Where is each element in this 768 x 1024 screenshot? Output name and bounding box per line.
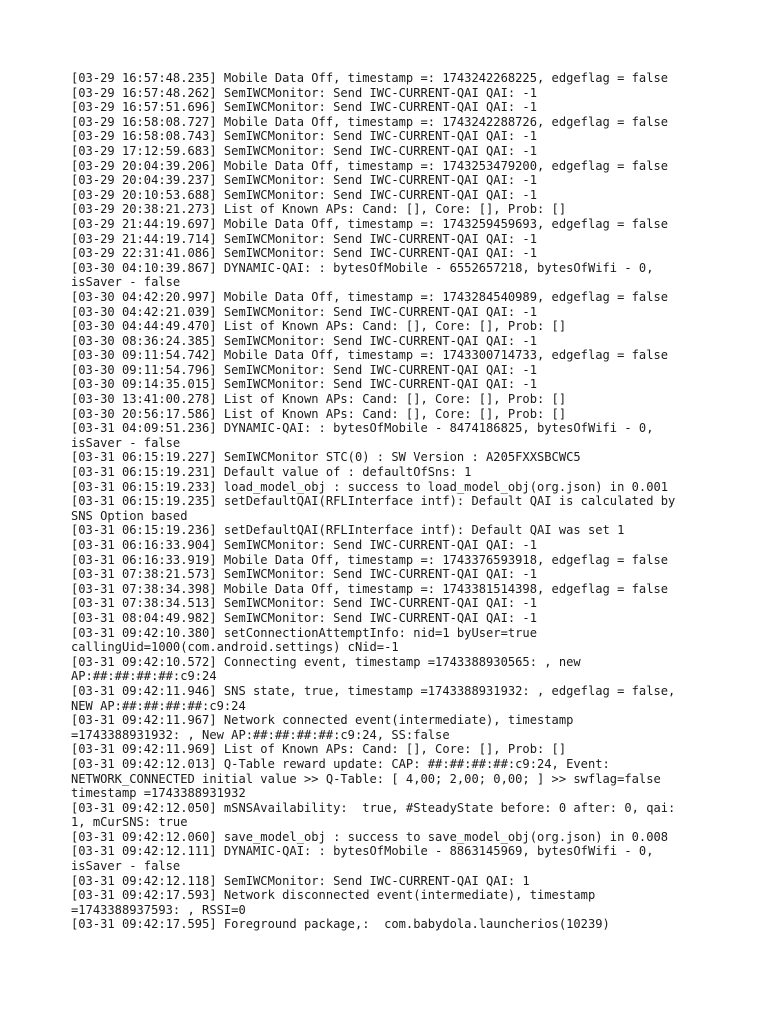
log-line: [03-31 09:42:12.060] save_model_obj : success to save_model_obj(org.json) in 0.008 xyxy=(71,829,669,844)
log-line: [03-29 16:57:51.696] SemIWCMonitor: Send IWC-CURRENT-QAI QAI: -1 xyxy=(71,100,537,115)
log-line: [03-31 09:42:11.969] List of Known APs: Cand: [], Core: [], Prob: [] xyxy=(71,742,567,757)
log-line: [03-31 06:15:19.236] setDefaultQAI(RFLInterface intf): Default QAI was set 1 xyxy=(71,523,625,538)
log-line: [03-30 09:11:54.742] Mobile Data Off, timestamp =: 1743300714733, edgeflag = false xyxy=(71,348,669,363)
log-line: [03-30 13:41:00.278] List of Known APs: Cand: [], Core: [], Prob: [] xyxy=(71,392,567,407)
log-line: [03-31 06:16:33.919] Mobile Data Off, timestamp =: 1743376593918, edgeflag = false xyxy=(71,552,669,567)
log-line: [03-31 06:15:19.227] SemIWCMonitor STC(0) : SW Version : A205FXXSBCWC5 xyxy=(71,450,581,465)
log-line: [03-29 21:44:19.714] SemIWCMonitor: Send IWC-CURRENT-QAI QAI: -1 xyxy=(71,231,537,246)
log-line: [03-31 07:38:34.398] Mobile Data Off, timestamp =: 1743381514398, edgeflag = false xyxy=(71,581,669,596)
log-line: [03-31 08:04:49.982] SemIWCMonitor: Send IWC-CURRENT-QAI QAI: -1 xyxy=(71,610,537,625)
log-line: [03-30 09:14:35.015] SemIWCMonitor: Send IWC-CURRENT-QAI QAI: -1 xyxy=(71,377,537,392)
log-line: [03-29 16:57:48.235] Mobile Data Off, timestamp =: 1743242268225, edgeflag = false xyxy=(71,71,669,85)
log-line: [03-31 09:42:11.967] Network connected event(intermediate), timestamp =1743388931932: , New AP:##:##:##:##:c9:24, SS:false xyxy=(71,713,574,742)
log-line: [03-31 06:15:19.233] load_model_obj : success to load_model_obj(org.json) in 0.001 xyxy=(71,479,669,494)
log-line: [03-31 09:42:12.118] SemIWCMonitor: Send IWC-CURRENT-QAI QAI: 1 xyxy=(71,873,530,888)
log-line: [03-30 04:10:39.867] DYNAMIC-QAI: : bytesOfMobile - 6552657218, bytesOfWifi - 0, isSaver - false xyxy=(71,260,654,290)
log-line: [03-31 04:09:51.236] DYNAMIC-QAI: : bytesOfMobile - 8474186825, bytesOfWifi - 0, isSaver - false xyxy=(71,421,654,450)
log-line: [03-30 09:11:54.796] SemIWCMonitor: Send IWC-CURRENT-QAI QAI: -1 xyxy=(71,362,537,377)
log-line: [03-30 04:44:49.470] List of Known APs: Cand: [], Core: [], Prob: [] xyxy=(71,319,567,334)
log-line: [03-31 07:38:34.513] SemIWCMonitor: Send IWC-CURRENT-QAI QAI: -1 xyxy=(71,596,537,611)
log-line: [03-29 16:58:08.743] SemIWCMonitor: Send IWC-CURRENT-QAI QAI: -1 xyxy=(71,129,537,144)
log-line: [03-31 09:42:12.013] Q-Table reward update: CAP: ##:##:##:##:c9:24, Event: NETWORK_CONNECTED initial value >> Q-Table: [ 4,00; 2,00; 0,00; ] >> swflag=false timestamp =1743388931932 xyxy=(71,756,661,801)
log-line: [03-31 06:16:33.904] SemIWCMonitor: Send IWC-CURRENT-QAI QAI: -1 xyxy=(71,538,537,552)
log-line: [03-29 20:38:21.273] List of Known APs: Cand: [], Core: [], Prob: [] xyxy=(71,202,567,217)
log-line: [03-31 09:42:10.380] setConnectionAttemptInfo: nid=1 byUser=true callingUid=1000(com.android.settings) cNid=-1 xyxy=(71,625,537,655)
log-line: [03-31 09:42:12.050] mSNSAvailability: true, #SteadyState before: 0 after: 0, qai: 1, mCurSNS: true xyxy=(71,800,676,830)
log-line: [03-29 20:10:53.688] SemIWCMonitor: Send IWC-CURRENT-QAI QAI: -1 xyxy=(71,187,537,202)
log-line: [03-30 08:36:24.385] SemIWCMonitor: Send IWC-CURRENT-QAI QAI: -1 xyxy=(71,333,537,348)
log-line: [03-30 04:42:20.997] Mobile Data Off, timestamp =: 1743284540989, edgeflag = false xyxy=(71,289,669,304)
log-line: [03-29 20:04:39.237] SemIWCMonitor: Send IWC-CURRENT-QAI QAI: -1 xyxy=(71,173,537,188)
log-line: [03-31 09:42:17.593] Network disconnected event(intermediate), timestamp =1743388937593: , RSSI=0 xyxy=(71,888,596,917)
log-line: [03-31 09:42:17.595] Foreground package,: com.babydola.launcherios(10239) xyxy=(71,917,610,932)
log-line: [03-30 04:42:21.039] SemIWCMonitor: Send IWC-CURRENT-QAI QAI: -1 xyxy=(71,304,537,319)
log-line: [03-29 21:44:19.697] Mobile Data Off, timestamp =: 1743259459693, edgeflag = false xyxy=(71,216,669,231)
log-line: [03-31 09:42:11.946] SNS state, true, timestamp =1743388931932: , edgeflag = false, NEW AP:##:##:##:##:c9:24 xyxy=(71,683,676,713)
log-line: [03-29 22:31:41.086] SemIWCMonitor: Send IWC-CURRENT-QAI QAI: -1 xyxy=(71,246,537,261)
log-line: [03-31 09:42:10.572] Connecting event, timestamp =1743388930565: , new AP:##:##:##:##:c9:24 xyxy=(71,654,581,684)
log-line: [03-31 09:42:12.111] DYNAMIC-QAI: : bytesOfMobile - 8863145969, bytesOfWifi - 0, isSaver - false xyxy=(71,844,654,874)
log-line: [03-31 06:15:19.235] setDefaultQAI(RFLInterface intf): Default QAI is calculated by SNS Option based xyxy=(71,494,676,523)
log-line: [03-29 17:12:59.683] SemIWCMonitor: Send IWC-CURRENT-QAI QAI: -1 xyxy=(71,143,537,158)
log-line: [03-31 06:15:19.231] Default value of : defaultOfSns: 1 xyxy=(71,465,472,480)
log-line: [03-29 16:58:08.727] Mobile Data Off, timestamp =: 1743242288726, edgeflag = false xyxy=(71,114,669,129)
log-line: [03-29 16:57:48.262] SemIWCMonitor: Send IWC-CURRENT-QAI QAI: -1 xyxy=(71,85,537,100)
log-line: [03-31 07:38:21.573] SemIWCMonitor: Send IWC-CURRENT-QAI QAI: -1 xyxy=(71,567,537,582)
log-line: [03-30 20:56:17.586] List of Known APs: Cand: [], Core: [], Prob: [] xyxy=(71,406,567,421)
log-line: [03-29 20:04:39.206] Mobile Data Off, timestamp =: 1743253479200, edgeflag = false xyxy=(71,158,669,173)
log-document xyxy=(71,71,711,932)
